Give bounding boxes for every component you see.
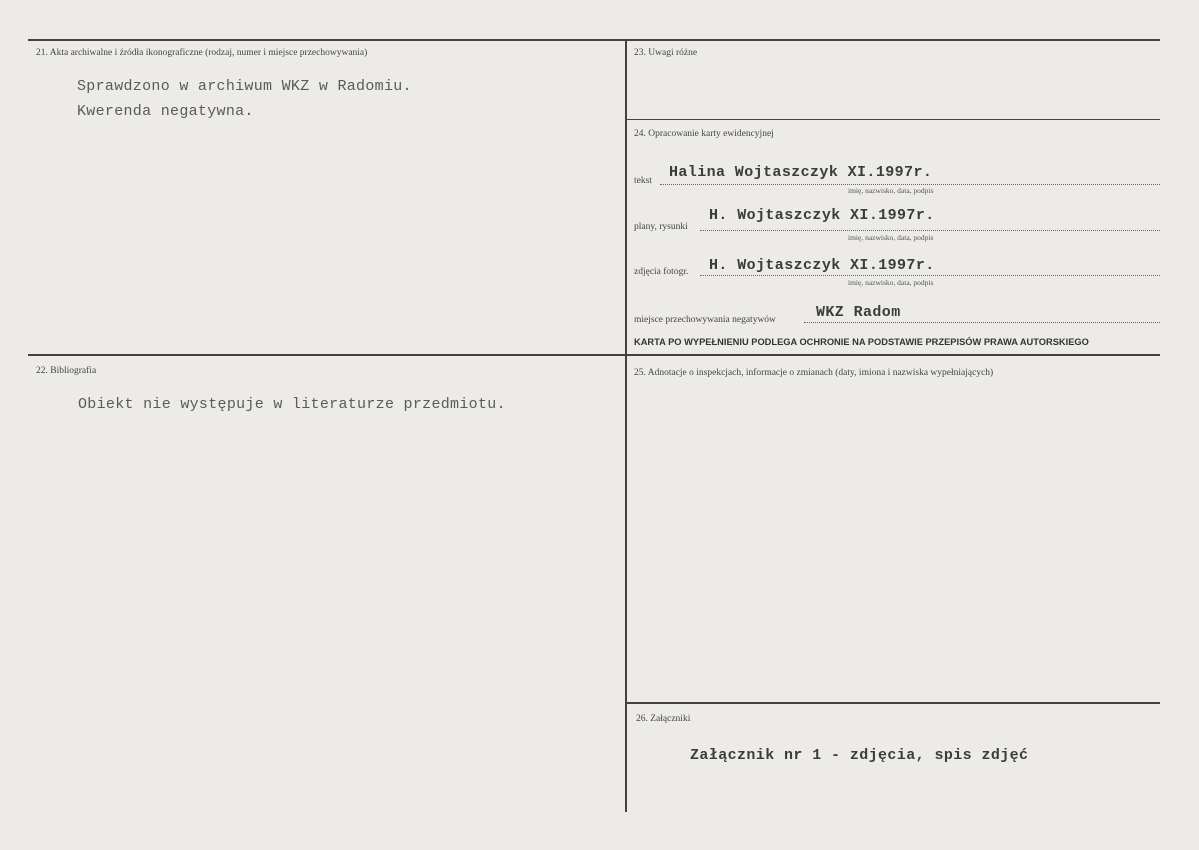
tekst-line — [660, 184, 1160, 185]
zdjecia-label: zdjęcia fotogr. — [634, 267, 689, 277]
middle-horizontal-border — [28, 354, 1160, 356]
top-border — [28, 39, 1160, 41]
tekst-label: tekst — [634, 176, 652, 186]
section26-text: Załącznik nr 1 - zdjęcia, spis zdjęć — [690, 747, 1029, 764]
section21-text-line1: Sprawdzono w archiwum WKZ w Radomiu. — [77, 78, 412, 95]
section24-label: 24. Opracowanie karty ewidencyjnej — [634, 129, 774, 139]
section22-label: 22. Bibliografia — [36, 366, 97, 376]
section25-label: 25. Adnotacje o inspekcjach, informacje o zmianach (daty, imiona i nazwiska wypełniających) — [634, 368, 994, 378]
vertical-divider — [625, 39, 627, 812]
copyright-notice: KARTA PO WYPEŁNIENIU PODLEGA OCHRONIE NA PODSTAWIE PRZEPISÓW PRAWA AUTORSKIEGO — [634, 337, 1089, 347]
miejsce-value: WKZ Radom — [816, 304, 901, 321]
miejsce-line — [804, 322, 1160, 323]
plany-line — [700, 230, 1160, 231]
section23-bottom-border — [626, 119, 1160, 120]
section23-label: 23. Uwagi różne — [634, 48, 698, 58]
section21-text-line2: Kwerenda negatywna. — [77, 103, 254, 120]
section21-label: 21. Akta archiwalne i źródła ikonograficzne (rodzaj, numer i miejsce przechowywania) — [36, 48, 368, 58]
tekst-value: Halina Wojtaszczyk XI.1997r. — [669, 164, 933, 181]
section25-bottom-border — [626, 702, 1160, 704]
tekst-caption: imię, nazwisko, data, podpis — [848, 186, 934, 195]
zdjecia-line — [700, 275, 1160, 276]
section26-label: 26. Załączniki — [636, 714, 691, 724]
zdjecia-caption: imię, nazwisko, data, podpis — [848, 278, 934, 287]
plany-caption: imię, nazwisko, data, podpis — [848, 233, 934, 242]
plany-label: plany, rysunki — [634, 222, 688, 232]
zdjecia-value: H. Wojtaszczyk XI.1997r. — [709, 257, 935, 274]
plany-value: H. Wojtaszczyk XI.1997r. — [709, 207, 935, 224]
section22-text: Obiekt nie występuje w literaturze przedmiotu. — [78, 396, 506, 413]
miejsce-label: miejsce przechowywania negatywów — [634, 315, 776, 325]
